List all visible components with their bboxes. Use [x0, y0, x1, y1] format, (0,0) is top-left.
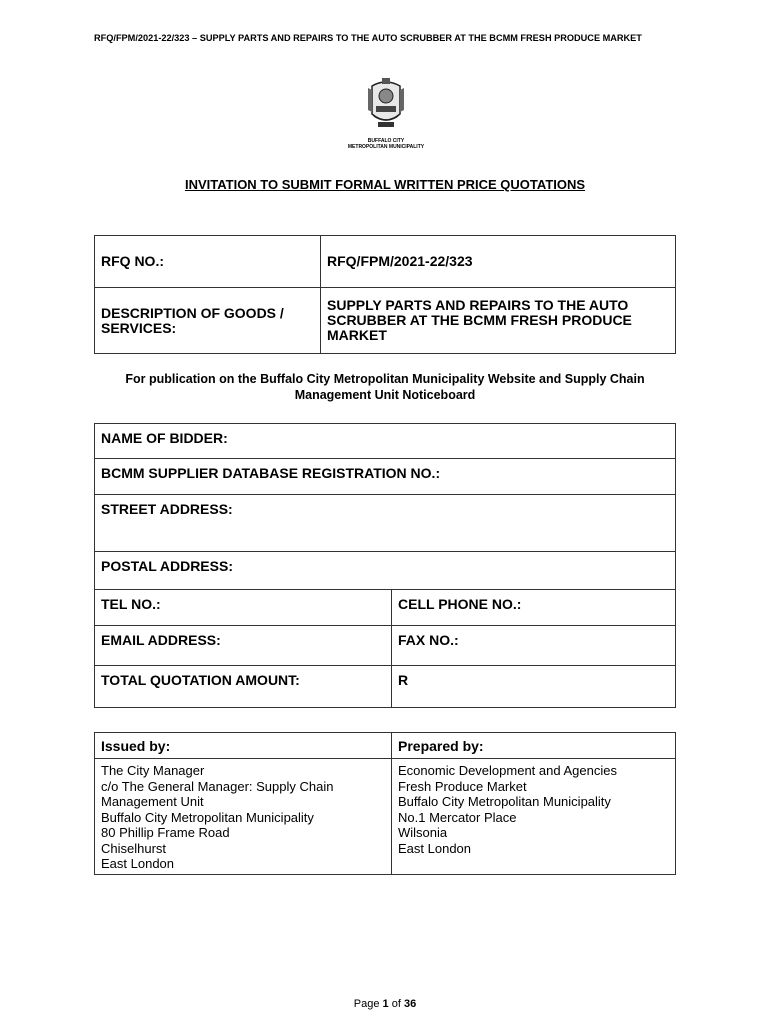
coat-of-arms-icon	[366, 76, 406, 136]
document-title: INVITATION TO SUBMIT FORMAL WRITTEN PRICE QUOTATIONS	[184, 177, 586, 192]
prepared-by-label: Prepared by:	[392, 733, 676, 759]
of-word: of	[391, 998, 401, 1010]
prepared-line: East London	[398, 840, 472, 856]
email-fax-row	[95, 626, 676, 666]
description-value: SUPPLY PARTS AND REPAIRS TO THE AUTO SCRUBBER AT THE BCMM FRESH PRODUCE MARKET	[321, 288, 676, 354]
postal-address-field[interactable]: POSTAL ADDRESS:	[95, 552, 676, 590]
page-word: Page	[353, 998, 380, 1010]
publication-note: For publication on the Buffalo City Metropolitan Municipality Website and Supply Chain Management Unit Noticeboard	[125, 372, 645, 402]
rfq-no-value: RFQ/FPM/2021-22/323	[321, 236, 676, 288]
page-total: 36	[403, 998, 417, 1010]
description-label: DESCRIPTION OF GOODS / SERVICES:	[95, 288, 321, 354]
running-header: RFQ/FPM/2021-22/323 – SUPPLY PARTS AND REPAIRS TO THE AUTO SCRUBBER AT THE BCMM FRESH PRODUCE MARKET	[94, 33, 642, 43]
page-footer	[0, 998, 770, 1010]
issued-line: c/o The General Manager: Supply Chain Management Unit	[101, 778, 334, 809]
logo-line-2: METROPOLITAN MUNICIPALITY	[347, 144, 425, 150]
issued-address-row	[95, 759, 676, 875]
issued-line: 80 Phillip Frame Road	[101, 825, 230, 840]
bidder-name-row	[95, 424, 676, 459]
municipality-logo	[334, 76, 438, 156]
description-row	[95, 288, 676, 354]
issued-header-row	[95, 733, 676, 759]
issued-by-address	[95, 759, 392, 875]
prepared-by-address	[392, 759, 676, 875]
bidder-details-table	[94, 423, 676, 708]
issued-line: The City Manager	[101, 763, 205, 778]
issued-by-label: Issued by:	[95, 733, 392, 759]
database-row	[95, 459, 676, 495]
database-registration-field[interactable]: BCMM SUPPLIER DATABASE REGISTRATION NO.:	[95, 459, 676, 495]
email-address-field[interactable]: EMAIL ADDRESS:	[95, 626, 392, 666]
logo-line-1: BUFFALO CITY	[367, 138, 405, 144]
issued-line: Buffalo City Metropolitan Municipality	[101, 809, 314, 825]
phone-row	[95, 590, 676, 626]
fax-no-field[interactable]: FAX NO.:	[392, 626, 676, 666]
issued-line: East London	[101, 856, 175, 871]
prepared-line: Fresh Produce Market	[398, 778, 527, 794]
prepared-line: Wilsonia	[398, 825, 448, 840]
prepared-line: Economic Development and Agencies	[398, 763, 617, 778]
total-quotation-label: TOTAL QUOTATION AMOUNT:	[95, 666, 392, 708]
rfq-no-row	[95, 236, 676, 288]
total-quotation-field[interactable]: R	[392, 666, 676, 708]
tel-no-field[interactable]: TEL NO.:	[95, 590, 392, 626]
prepared-line: Buffalo City Metropolitan Municipality	[398, 794, 611, 809]
rfq-table	[94, 235, 676, 354]
total-row	[95, 666, 676, 708]
logo-text	[334, 138, 438, 150]
street-address-row	[95, 495, 676, 552]
street-address-field[interactable]: STREET ADDRESS:	[95, 495, 676, 552]
bidder-name-field[interactable]: NAME OF BIDDER:	[95, 424, 676, 459]
rfq-no-label: RFQ NO.:	[95, 236, 321, 288]
cell-phone-field[interactable]: CELL PHONE NO.:	[392, 590, 676, 626]
page-number: 1	[382, 998, 389, 1010]
issued-line: Chiselhurst	[101, 840, 167, 856]
postal-address-row	[95, 552, 676, 590]
prepared-line: No.1 Mercator Place	[398, 809, 517, 825]
issued-prepared-table	[94, 732, 676, 875]
